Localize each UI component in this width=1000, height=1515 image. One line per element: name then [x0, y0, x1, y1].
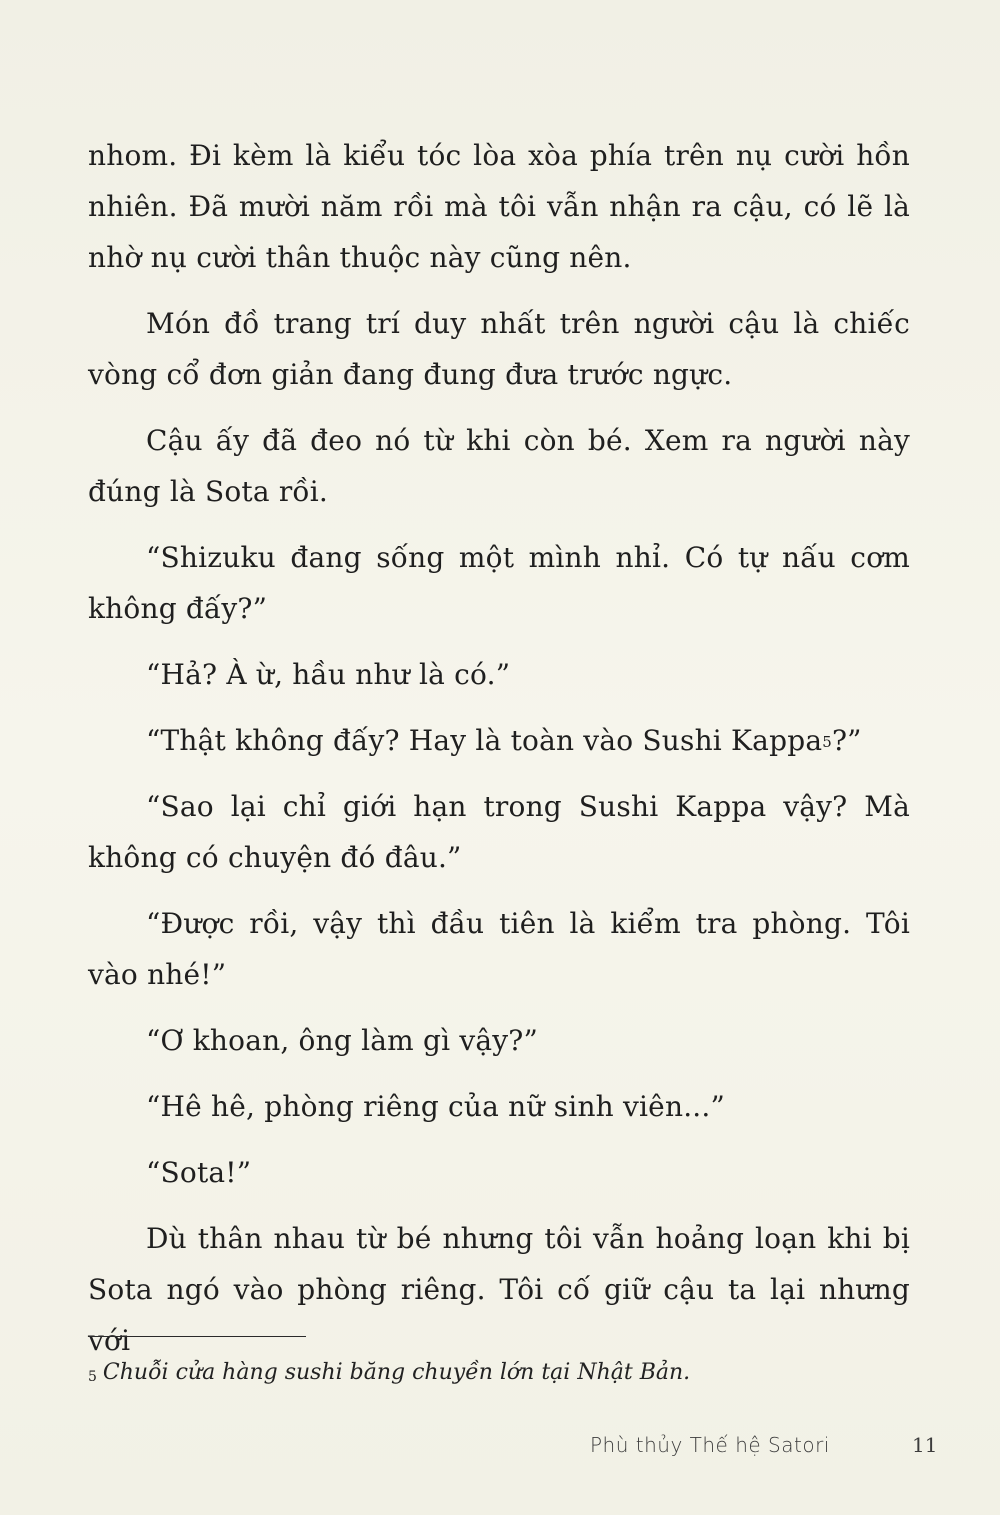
- paragraph-10-text: “Hê hê, phòng riêng của nữ sinh viên...”: [146, 1090, 726, 1123]
- body-text: [88, 130, 910, 1381]
- paragraph-8: [88, 898, 910, 1000]
- paragraph-7-text: “Sao lại chỉ giới hạn trong Sushi Kappa vậy? Mà không có chuyện đó đâu.”: [88, 790, 910, 874]
- footnote-text: Chuỗi cửa hàng sushi băng chuyền lớn tại Nhật Bản.: [102, 1360, 691, 1385]
- paragraph-6: [88, 715, 910, 766]
- paragraph-4-text: “Shizuku đang sống một mình nhỉ. Có tự nấu cơm không đấy?”: [88, 541, 910, 625]
- paragraph-5: [88, 649, 910, 700]
- paragraph-2: [88, 298, 910, 400]
- footnote-reference: 5: [822, 733, 832, 751]
- paragraph-9: [88, 1015, 910, 1066]
- paragraph-1: [88, 130, 910, 283]
- paragraph-3-text: Cậu ấy đã đeo nó từ khi còn bé. Xem ra người này đúng là Sota rồi.: [88, 424, 910, 508]
- paragraph-2-text: Món đồ trang trí duy nhất trên người cậu là chiếc vòng cổ đơn giản đang đung đưa trước ngực.: [88, 307, 910, 391]
- paragraph-8-text: “Được rồi, vậy thì đầu tiên là kiểm tra phòng. Tôi vào nhé!”: [88, 907, 910, 991]
- footnote-divider: [88, 1336, 306, 1337]
- footnote-marker: 5: [88, 1369, 97, 1385]
- paragraph-12-text: Dù thân nhau từ bé nhưng tôi vẫn hoảng loạn khi bị Sota ngó vào phòng riêng. Tôi cố giữ cậu ta lại nhưng với: [88, 1222, 910, 1357]
- paragraph-7: [88, 781, 910, 883]
- paragraph-10: [88, 1081, 910, 1132]
- paragraph-3: [88, 415, 910, 517]
- footnote: [88, 1356, 910, 1390]
- paragraph-9-text: “Ơ khoan, ông làm gì vậy?”: [146, 1024, 539, 1057]
- paragraph-12: [88, 1213, 910, 1366]
- paragraph-6-tail: ?”: [831, 724, 862, 757]
- paragraph-6-text: “Thật không đấy? Hay là toàn vào Sushi Kappa: [146, 724, 823, 757]
- paragraph-1-text: nhom. Đi kèm là kiểu tóc lòa xòa phía trên nụ cười hồn nhiên. Đã mười năm rồi mà tôi vẫn nhận ra cậu, có lẽ là nhờ nụ cười thân thuộc này cũng nên.: [88, 139, 910, 274]
- page-number: 11: [912, 1433, 938, 1457]
- running-title: Phù thủy Thế hệ Satori: [590, 1433, 830, 1457]
- paragraph-11-text: “Sota!”: [146, 1156, 252, 1189]
- paragraph-5-text: “Hả? À ừ, hầu như là có.”: [146, 658, 511, 691]
- paragraph-4: [88, 532, 910, 634]
- paragraph-11: [88, 1147, 910, 1198]
